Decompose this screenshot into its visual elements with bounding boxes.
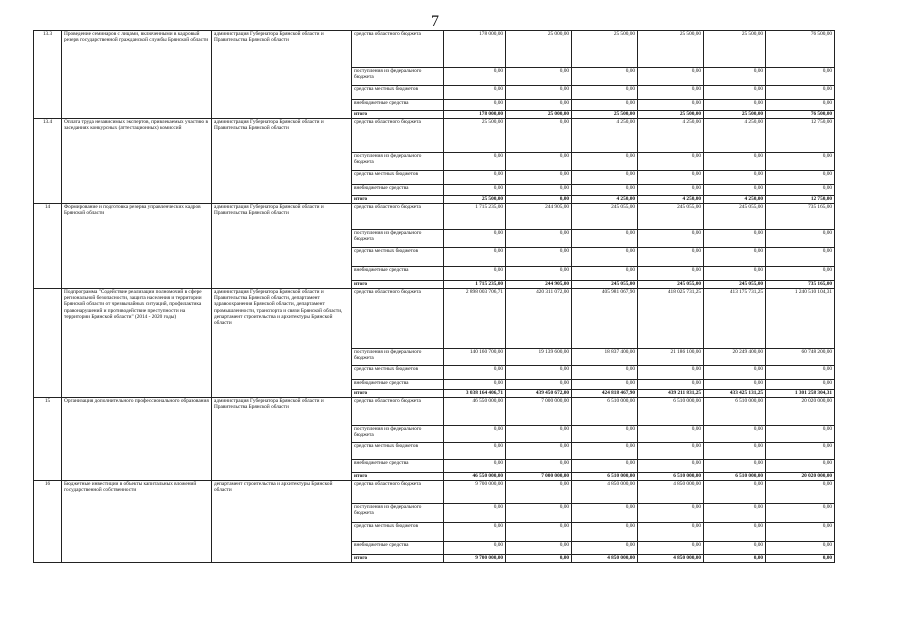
amount-cell: 0,00 <box>572 460 638 473</box>
funding-source: поступления из федерального бюджета <box>352 426 444 443</box>
amount-cell: 0,00 <box>572 426 638 443</box>
measure-name: Бюджетные инвестиции в объекты капитальных вложений государственной собственности <box>62 481 212 563</box>
amount-cell: 25 000,00 <box>506 111 572 119</box>
amount-cell: 433 425 131,25 <box>704 390 766 398</box>
amount-cell: 4 850 000,00 <box>572 555 638 563</box>
amount-cell: 0,00 <box>704 100 766 111</box>
amount-cell: 0,00 <box>506 523 572 542</box>
amount-cell: 20 020 000,00 <box>766 398 835 426</box>
amount-cell: 0,00 <box>704 185 766 196</box>
amount-cell: 0,00 <box>766 542 835 555</box>
amount-cell: 76 500,00 <box>766 111 835 119</box>
amount-cell: 46 550 000,00 <box>444 398 506 426</box>
amount-cell: 20 020 000,00 <box>766 473 835 481</box>
funding-source: внебюджетные средства <box>352 267 444 281</box>
amount-cell: 21 186 100,00 <box>638 349 704 366</box>
funding-source: поступления из федерального бюджета <box>352 153 444 171</box>
amount-cell: 0,00 <box>638 523 704 542</box>
amount-cell: 0,00 <box>444 443 506 460</box>
table-row <box>34 481 835 504</box>
amount-cell: 0,00 <box>506 171 572 185</box>
funding-source: поступления из федерального бюджета <box>352 349 444 366</box>
amount-cell: 4 850 000,00 <box>638 481 704 504</box>
amount-cell: 0,00 <box>766 230 835 248</box>
amount-cell: 0,00 <box>506 119 572 153</box>
amount-cell: 19 139 600,00 <box>506 349 572 366</box>
amount-cell: 0,00 <box>766 460 835 473</box>
amount-cell: 0,00 <box>638 153 704 171</box>
funding-source: итого <box>352 111 444 119</box>
amount-cell: 76 500,00 <box>766 31 835 68</box>
amount-cell: 0,00 <box>638 185 704 196</box>
funding-source: итого <box>352 555 444 563</box>
amount-cell: 0,00 <box>638 230 704 248</box>
amount-cell: 735 165,00 <box>766 281 835 289</box>
table-row <box>34 398 835 426</box>
amount-cell: 60 748 200,00 <box>766 349 835 366</box>
funding-source: поступления из федерального бюджета <box>352 230 444 248</box>
funding-source: средства областного бюджета <box>352 31 444 68</box>
funding-source: средства местных бюджетов <box>352 443 444 460</box>
amount-cell: 1 715 235,00 <box>444 204 506 230</box>
amount-cell: 4 250,00 <box>572 119 638 153</box>
amount-cell: 0,00 <box>638 443 704 460</box>
amount-cell: 0,00 <box>638 267 704 281</box>
amount-cell: 0,00 <box>766 248 835 267</box>
amount-cell: 0,00 <box>766 426 835 443</box>
amount-cell: 0,00 <box>444 68 506 86</box>
amount-cell: 245 055,00 <box>572 281 638 289</box>
funding-source: средства областного бюджета <box>352 481 444 504</box>
amount-cell: 7 000 000,00 <box>506 398 572 426</box>
amount-cell: 25 500,00 <box>704 31 766 68</box>
amount-cell: 245 055,00 <box>638 204 704 230</box>
amount-cell: 0,00 <box>444 153 506 171</box>
funding-source: внебюджетные средства <box>352 100 444 111</box>
executor: администрация Губернатора Брянской области и Правительства Брянской области, департамент здравоохранения Брянской области, департамент промышленности, транспорта и связи Брянской области, департамент строительства и архитектуры Брянской области <box>212 289 352 398</box>
amount-cell: 0,00 <box>766 171 835 185</box>
amount-cell: 0,00 <box>704 230 766 248</box>
funding-source: внебюджетные средства <box>352 542 444 555</box>
item-code <box>34 289 62 398</box>
table-row <box>34 31 835 68</box>
amount-cell: 0,00 <box>506 196 572 204</box>
amount-cell: 0,00 <box>572 267 638 281</box>
amount-cell: 0,00 <box>638 366 704 380</box>
amount-cell: 0,00 <box>638 86 704 100</box>
item-code: 14 <box>34 204 62 289</box>
amount-cell: 3 038 164 406,71 <box>444 390 506 398</box>
amount-cell: 0,00 <box>572 68 638 86</box>
amount-cell: 0,00 <box>638 248 704 267</box>
amount-cell: 6 510 000,00 <box>704 473 766 481</box>
funding-source: средства местных бюджетов <box>352 248 444 267</box>
amount-cell: 0,00 <box>506 504 572 523</box>
amount-cell: 12 750,00 <box>766 119 835 153</box>
amount-cell: 0,00 <box>704 248 766 267</box>
funding-source: поступления из федерального бюджета <box>352 68 444 86</box>
amount-cell: 0,00 <box>572 153 638 171</box>
amount-cell: 4 250,00 <box>704 119 766 153</box>
amount-cell: 0,00 <box>506 443 572 460</box>
amount-cell: 6 510 000,00 <box>704 398 766 426</box>
amount-cell: 0,00 <box>506 230 572 248</box>
amount-cell: 178 000,00 <box>444 31 506 68</box>
amount-cell: 0,00 <box>444 380 506 390</box>
amount-cell: 0,00 <box>638 380 704 390</box>
funding-source: средства местных бюджетов <box>352 86 444 100</box>
amount-cell: 4 250,00 <box>638 119 704 153</box>
amount-cell: 0,00 <box>766 86 835 100</box>
amount-cell: 244 905,00 <box>506 281 572 289</box>
amount-cell: 0,00 <box>444 86 506 100</box>
amount-cell: 0,00 <box>506 86 572 100</box>
amount-cell: 0,00 <box>506 460 572 473</box>
amount-cell: 0,00 <box>704 86 766 100</box>
funding-source: средства областного бюджета <box>352 398 444 426</box>
executor: администрация Губернатора Брянской области и Правительства Брянской области <box>212 398 352 481</box>
amount-cell: 0,00 <box>506 68 572 86</box>
amount-cell: 0,00 <box>704 481 766 504</box>
amount-cell: 0,00 <box>506 542 572 555</box>
amount-cell: 0,00 <box>506 153 572 171</box>
amount-cell: 0,00 <box>704 267 766 281</box>
measure-name: Организация дополнительного профессионального образования <box>62 398 212 481</box>
amount-cell: 25 500,00 <box>572 31 638 68</box>
amount-cell: 0,00 <box>572 366 638 380</box>
amount-cell: 0,00 <box>704 68 766 86</box>
funding-source: средства местных бюджетов <box>352 171 444 185</box>
funding-source: итого <box>352 473 444 481</box>
amount-cell: 0,00 <box>766 366 835 380</box>
amount-cell: 0,00 <box>638 68 704 86</box>
funding-source: внебюджетные средства <box>352 185 444 196</box>
amount-cell: 7 000 000,00 <box>506 473 572 481</box>
amount-cell: 0,00 <box>766 267 835 281</box>
amount-cell: 140 160 700,00 <box>444 349 506 366</box>
amount-cell: 0,00 <box>704 171 766 185</box>
funding-source: средства местных бюджетов <box>352 523 444 542</box>
item-code: 16 <box>34 481 62 563</box>
amount-cell: 0,00 <box>638 171 704 185</box>
funding-source: средства областного бюджета <box>352 289 444 349</box>
amount-cell: 0,00 <box>444 426 506 443</box>
funding-source: поступления из федерального бюджета <box>352 504 444 523</box>
amount-cell: 25 000,00 <box>506 31 572 68</box>
funding-source: итого <box>352 390 444 398</box>
amount-cell: 25 500,00 <box>572 111 638 119</box>
measure-name: Проведение семинаров с лицами, включенными в кадровый резерв государственной гражданской службы Брянской области <box>62 31 212 119</box>
amount-cell: 0,00 <box>766 380 835 390</box>
amount-cell: 0,00 <box>506 426 572 443</box>
measure-name: Формирование и подготовка резерва управленческих кадров Брянской области <box>62 204 212 289</box>
amount-cell: 6 510 000,00 <box>638 398 704 426</box>
amount-cell: 0,00 <box>704 542 766 555</box>
amount-cell: 244 905,00 <box>506 204 572 230</box>
funding-source: итого <box>352 281 444 289</box>
amount-cell: 0,00 <box>444 460 506 473</box>
executor: администрация Губернатора Брянской области и Правительства Брянской области <box>212 119 352 204</box>
amount-cell: 405 981 067,90 <box>572 289 638 349</box>
funding-source: итого <box>352 196 444 204</box>
amount-cell: 0,00 <box>572 504 638 523</box>
amount-cell: 439 450 672,00 <box>506 390 572 398</box>
amount-cell: 735 165,00 <box>766 204 835 230</box>
amount-cell: 0,00 <box>506 248 572 267</box>
amount-cell: 0,00 <box>506 380 572 390</box>
table-row <box>34 204 835 230</box>
amount-cell: 4 250,00 <box>704 196 766 204</box>
page-number: 7 <box>431 13 439 30</box>
amount-cell: 9 700 000,00 <box>444 481 506 504</box>
amount-cell: 0,00 <box>572 248 638 267</box>
amount-cell: 0,00 <box>766 504 835 523</box>
amount-cell: 0,00 <box>506 185 572 196</box>
amount-cell: 0,00 <box>704 555 766 563</box>
amount-cell: 418 025 731,25 <box>638 289 704 349</box>
table-row <box>34 289 835 349</box>
amount-cell: 46 550 000,00 <box>444 473 506 481</box>
amount-cell: 0,00 <box>638 100 704 111</box>
executor: администрация Губернатора Брянской области и Правительства Брянской области <box>212 31 352 119</box>
amount-cell: 0,00 <box>704 366 766 380</box>
amount-cell: 18 837 400,00 <box>572 349 638 366</box>
amount-cell: 0,00 <box>444 185 506 196</box>
amount-cell: 0,00 <box>572 542 638 555</box>
amount-cell: 2 898 003 706,71 <box>444 289 506 349</box>
amount-cell: 0,00 <box>572 86 638 100</box>
funding-source: внебюджетные средства <box>352 380 444 390</box>
funding-source: средства областного бюджета <box>352 204 444 230</box>
amount-cell: 439 211 831,25 <box>638 390 704 398</box>
amount-cell: 0,00 <box>444 267 506 281</box>
amount-cell: 0,00 <box>704 380 766 390</box>
item-code: 13.4 <box>34 119 62 204</box>
item-code: 15 <box>34 398 62 481</box>
amount-cell: 0,00 <box>704 504 766 523</box>
amount-cell: 0,00 <box>704 460 766 473</box>
amount-cell: 4 850 000,00 <box>572 481 638 504</box>
amount-cell: 0,00 <box>444 523 506 542</box>
amount-cell: 0,00 <box>444 100 506 111</box>
amount-cell: 178 000,00 <box>444 111 506 119</box>
amount-cell: 0,00 <box>506 100 572 111</box>
amount-cell: 4 250,00 <box>572 196 638 204</box>
amount-cell: 413 175 731,25 <box>704 289 766 349</box>
funding-source: средства областного бюджета <box>352 119 444 153</box>
amount-cell: 0,00 <box>444 542 506 555</box>
amount-cell: 0,00 <box>506 481 572 504</box>
amount-cell: 12 750,00 <box>766 196 835 204</box>
amount-cell: 245 055,00 <box>704 281 766 289</box>
measure-name: Подпрограмма "Содействие реализации полномочий в сфере региональной безопасности, защита населения и территории Брянской области от чрезвычайных ситуаций, профилактика правонарушений и противодействие преступности на территории Брянской области" (2014 - 2020 годы) <box>62 289 212 398</box>
amount-cell: 0,00 <box>766 153 835 171</box>
executor: департамент строительства и архитектуры Брянской области <box>212 481 352 563</box>
amount-cell: 0,00 <box>444 366 506 380</box>
amount-cell: 0,00 <box>638 460 704 473</box>
amount-cell: 4 250,00 <box>638 196 704 204</box>
amount-cell: 25 500,00 <box>638 31 704 68</box>
amount-cell: 4 850 000,00 <box>638 555 704 563</box>
amount-cell: 6 510 000,00 <box>572 398 638 426</box>
amount-cell: 0,00 <box>766 68 835 86</box>
amount-cell: 0,00 <box>444 248 506 267</box>
amount-cell: 0,00 <box>506 555 572 563</box>
funding-source: средства местных бюджетов <box>352 366 444 380</box>
amount-cell: 1 240 510 104,31 <box>766 289 835 349</box>
amount-cell: 25 500,00 <box>638 111 704 119</box>
amount-cell: 0,00 <box>506 366 572 380</box>
amount-cell: 0,00 <box>572 523 638 542</box>
amount-cell: 25 500,00 <box>444 119 506 153</box>
amount-cell: 420 311 072,00 <box>506 289 572 349</box>
amount-cell: 0,00 <box>444 171 506 185</box>
amount-cell: 0,00 <box>766 481 835 504</box>
funding-source: внебюджетные средства <box>352 460 444 473</box>
amount-cell: 0,00 <box>766 523 835 542</box>
amount-cell: 0,00 <box>444 504 506 523</box>
amount-cell: 424 818 467,90 <box>572 390 638 398</box>
amount-cell: 6 510 000,00 <box>572 473 638 481</box>
amount-cell: 245 055,00 <box>572 204 638 230</box>
amount-cell: 245 055,00 <box>638 281 704 289</box>
amount-cell: 6 510 000,00 <box>638 473 704 481</box>
amount-cell: 0,00 <box>766 100 835 111</box>
amount-cell: 0,00 <box>444 230 506 248</box>
measure-name: Оплата труда независимых экспертов, привлекаемых участию в заседаниях конкурсных (аттестационных) комиссий <box>62 119 212 204</box>
executor: администрация Губернатора Брянской области и Правительства Брянской области <box>212 204 352 289</box>
amount-cell: 0,00 <box>572 380 638 390</box>
amount-cell: 0,00 <box>766 555 835 563</box>
amount-cell: 0,00 <box>572 443 638 460</box>
amount-cell: 0,00 <box>704 153 766 171</box>
amount-cell: 0,00 <box>704 426 766 443</box>
amount-cell: 1 301 258 304,31 <box>766 390 835 398</box>
amount-cell: 25 500,00 <box>704 111 766 119</box>
amount-cell: 0,00 <box>572 171 638 185</box>
item-code: 13.3 <box>34 31 62 119</box>
amount-cell: 0,00 <box>638 426 704 443</box>
budget-table <box>33 30 835 563</box>
amount-cell: 0,00 <box>638 542 704 555</box>
amount-cell: 0,00 <box>704 443 766 460</box>
amount-cell: 20 249 400,00 <box>704 349 766 366</box>
table-row <box>34 119 835 153</box>
amount-cell: 1 715 235,00 <box>444 281 506 289</box>
amount-cell: 245 055,00 <box>704 204 766 230</box>
amount-cell: 0,00 <box>638 504 704 523</box>
amount-cell: 0,00 <box>766 185 835 196</box>
amount-cell: 0,00 <box>572 230 638 248</box>
amount-cell: 9 700 000,00 <box>444 555 506 563</box>
amount-cell: 0,00 <box>506 267 572 281</box>
amount-cell: 25 500,00 <box>444 196 506 204</box>
amount-cell: 0,00 <box>766 443 835 460</box>
amount-cell: 0,00 <box>704 523 766 542</box>
amount-cell: 0,00 <box>572 100 638 111</box>
amount-cell: 0,00 <box>572 185 638 196</box>
